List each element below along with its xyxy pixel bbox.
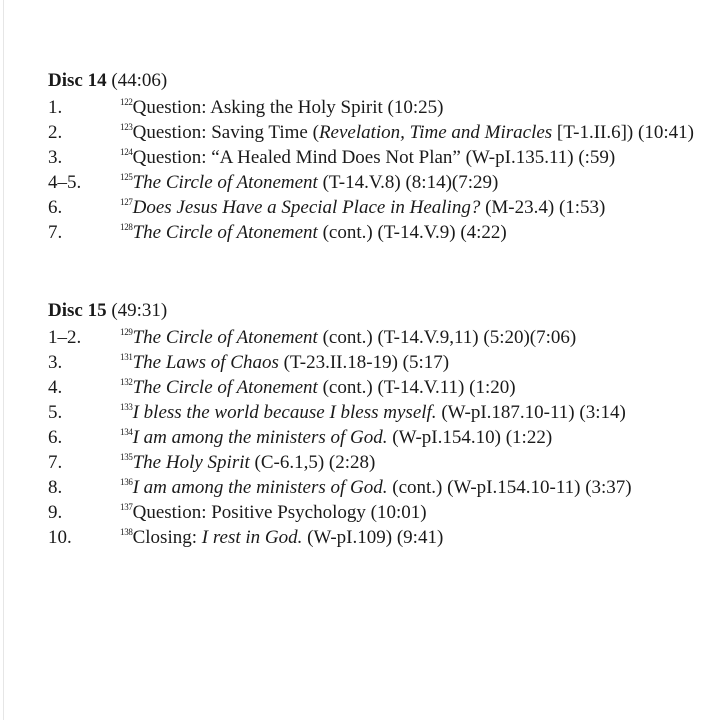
track-italic-title: I am among the ministers of God. [132,477,388,498]
track-text: (M-23.4) (1:53) [480,197,606,218]
track-title [108,475,698,500]
track-italic-title: I bless the world because I bless myself. [132,402,437,423]
footnote-ref: 135 [120,452,133,462]
track-text: (T-23.II.18-19) (5:17) [278,352,450,373]
track-number: 4. [48,377,63,398]
footnote-ref: 138 [120,527,133,537]
page-edge-line [3,0,4,720]
track-text: (cont.) (T-14.V.9,11) (5:20)(7:06) [317,327,577,348]
track-number: 4–5. [48,172,82,193]
track-row [48,425,698,450]
track-number: 2. [48,122,63,143]
track-text: Question: “A Healed Mind Does Not Plan” (W-pI.135.11) (:59) [132,147,616,168]
track-text: Question: Saving Time ( [132,122,319,143]
track-italic-title: The Holy Spirit [132,452,250,473]
track-title [108,325,698,350]
track-number: 7. [48,452,63,473]
track-row [48,120,698,145]
track-text: (W-pI.109) (9:41) [302,527,444,548]
track-title [108,400,698,425]
track-text: (W-pI.154.10) (1:22) [387,427,553,448]
footnote-ref: 129 [120,327,133,337]
track-italic-title: The Circle of Atonement [132,377,318,398]
track-number: 6. [48,427,63,448]
track-row [48,220,698,245]
track-number: 1–2. [48,327,82,348]
track-number: 3. [48,147,63,168]
footnote-ref: 136 [120,477,133,487]
track-title [108,425,698,450]
disc-14-section [48,68,698,245]
disc-header [48,298,698,323]
track-title [108,145,698,170]
footnote-ref: 124 [120,147,133,157]
track-row [48,525,698,550]
track-number: 1. [48,97,63,118]
track-italic-title: The Circle of Atonement [132,172,318,193]
track-number: 7. [48,222,63,243]
track-text: (T-14.V.8) (8:14)(7:29) [317,172,499,193]
track-row [48,195,698,220]
track-row [48,170,698,195]
track-text: (C-6.1,5) (2:28) [249,452,376,473]
track-title [108,120,698,145]
track-row [48,475,698,500]
track-row [48,95,698,120]
track-italic-title: Does Jesus Have a Special Place in Healing? [132,197,481,218]
track-italic-title: The Laws of Chaos [132,352,279,373]
track-text: (cont.) (T-14.V.9) (4:22) [317,222,507,243]
track-number: 9. [48,502,63,523]
footnote-ref: 137 [120,502,133,512]
footnote-ref: 132 [120,377,133,387]
track-text: Closing: [132,527,202,548]
track-text: (W-pI.187.10-11) (3:14) [436,402,626,423]
footnote-ref: 125 [120,172,133,182]
disc-label: Disc 15 [48,300,107,321]
track-text: [T-1.II.6]) (10:41) [552,122,694,143]
track-title [108,500,698,525]
track-row [48,350,698,375]
disc-duration: (44:06) [111,70,168,91]
track-title [108,220,698,245]
track-italic-title: The Circle of Atonement [132,222,318,243]
track-number: 3. [48,352,63,373]
track-number: 10. [48,527,72,548]
track-italic-title: The Circle of Atonement [132,327,318,348]
track-number: 8. [48,477,63,498]
footnote-ref: 131 [120,352,133,362]
disc-duration: (49:31) [111,300,168,321]
footnote-ref: 123 [120,122,133,132]
track-italic-title: Revelation, Time and Miracles [318,122,553,143]
track-row [48,325,698,350]
track-italic-title: I rest in God. [201,527,303,548]
track-title [108,525,698,550]
track-text: Question: Asking the Holy Spirit (10:25) [132,97,444,118]
track-number: 5. [48,402,63,423]
disc-15-section [48,298,698,550]
footnote-ref: 128 [120,222,133,232]
track-row [48,145,698,170]
track-row [48,500,698,525]
track-row [48,375,698,400]
footnote-ref: 133 [120,402,133,412]
disc-header [48,68,698,93]
track-text: (cont.) (W-pI.154.10-11) (3:37) [387,477,632,498]
track-title [108,170,698,195]
footnote-ref: 122 [120,97,133,107]
track-number: 6. [48,197,63,218]
footnote-ref: 127 [120,197,133,207]
track-text: Question: Positive Psychology (10:01) [132,502,427,523]
track-title [108,95,698,120]
disc-label: Disc 14 [48,70,107,91]
footnote-ref: 134 [120,427,133,437]
track-italic-title: I am among the ministers of God. [132,427,388,448]
track-title [108,375,698,400]
track-title [108,350,698,375]
track-row [48,400,698,425]
track-title [108,450,698,475]
track-title [108,195,698,220]
track-text: (cont.) (T-14.V.11) (1:20) [317,377,516,398]
track-row [48,450,698,475]
